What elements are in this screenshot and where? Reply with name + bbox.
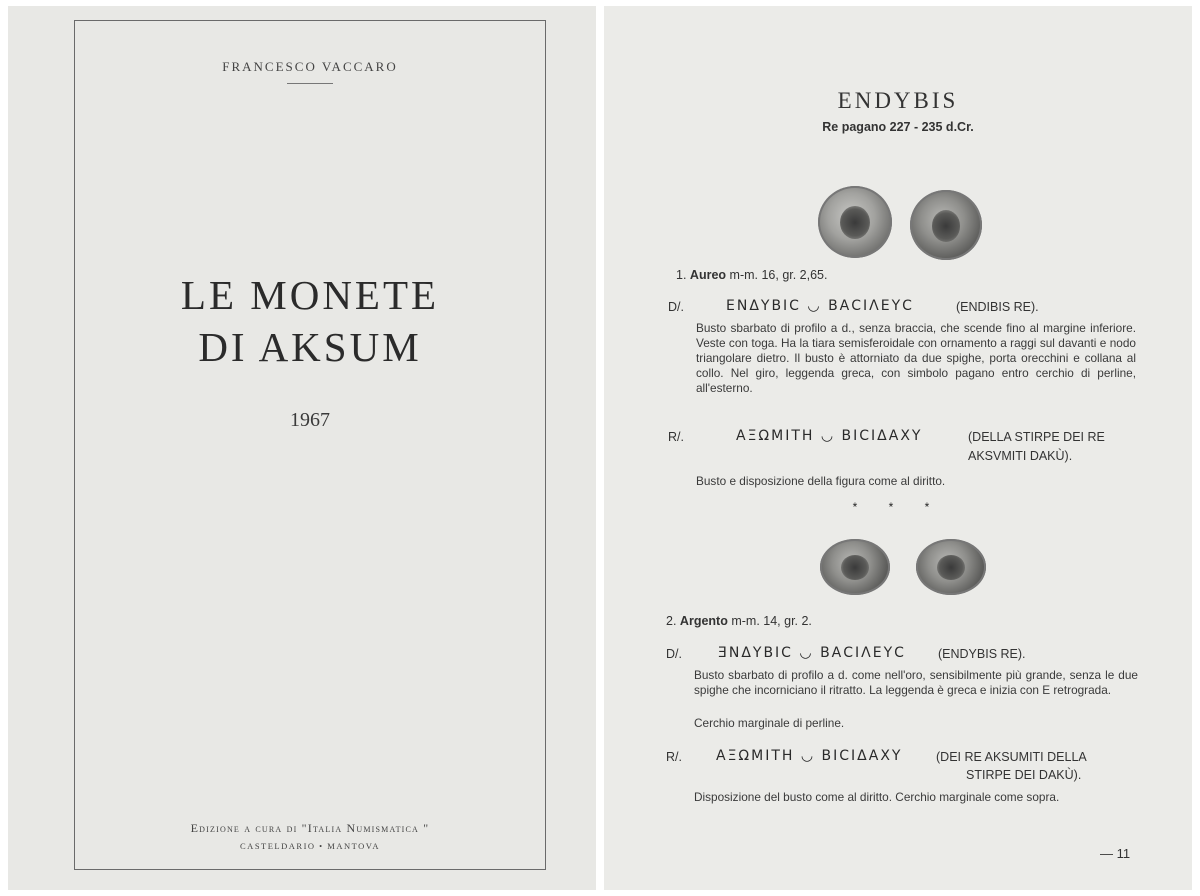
entry-2-obverse-reading: (ENDYBIS RE).	[938, 647, 1026, 661]
entry-1-reverse-reading-1: (DELLA STIRPE DEI RE	[968, 430, 1105, 444]
king-name: ENDYBIS	[837, 88, 959, 113]
coin-1-obverse-image	[818, 186, 892, 258]
title-line-1: LE MONETE	[180, 272, 440, 318]
entry-1-obverse-label: D/.	[668, 300, 684, 314]
king-subtitle: Re pagano 227 - 235 d.Cr.	[822, 120, 974, 134]
publisher-line-1: Edizione a cura di "Italia Numismatica "	[190, 821, 430, 835]
entry-2-obverse-label: D/.	[666, 647, 682, 661]
entry-1-obverse-reading: (ENDIBIS RE).	[956, 300, 1039, 314]
entry-1-metal: Aureo	[689, 268, 727, 282]
entry-2-reverse-reading-2: STIRPE DEI DAKÙ).	[966, 768, 1082, 782]
page-number: — 11	[1100, 846, 1131, 861]
author-rule	[287, 83, 333, 84]
entry-1-reverse-description: Busto e disposizione della figura come al diritto.	[696, 474, 946, 488]
entry-1-spec: m-m. 16, gr. 2,65.	[729, 268, 828, 282]
entry-2-heading	[666, 614, 812, 628]
entry-1-obverse-legend: ΕΝΔΥΒΙC ◡ ΒΑCΙΛΕΥC	[726, 298, 914, 314]
entry-2-reverse-legend: ΑΞΩΜΙΤΗ ◡ ΒΙCΙΔΑΧΥ	[716, 748, 903, 764]
author-name: FRANCESCO VACCARO	[222, 59, 398, 74]
publisher-line-2: CASTELDARIO • MANTOVA	[240, 841, 380, 851]
title-frame	[74, 20, 546, 870]
entry-2-obverse-legend: ƎΝΔΥΒΙC ◡ ΒΑCΙΛΕΥC	[718, 645, 906, 661]
entry-1-obverse-description: Busto sbarbato di profilo a d., senza braccia, che scende fino al margine inferiore. Veste con toga. Ha la tiara semisferoidale con ornamento a raggi sul davanti e nodo triangolare dietro. Il busto è attorniato da due spighe, porta orecchini e collana al collo. Nel giro, leggenda greca, con simbolo pagano entro cerchio di perline, all'esterno.	[696, 321, 1136, 395]
title-page	[8, 6, 596, 890]
entry-2-metal: Argento	[679, 614, 728, 628]
publisher-block	[75, 821, 545, 851]
content-page	[604, 6, 1192, 890]
entry-1-number: 1.	[676, 268, 687, 282]
entry-1-reverse-reading-2: AKSVMITI DAKÙ).	[968, 449, 1073, 463]
coin-2-reverse-image	[916, 539, 986, 595]
section-separator: * * *	[852, 500, 944, 514]
entry-1-reverse-legend: ΑΞΩΜΙΤΗ ◡ ΒΙCΙΔΑΧΥ	[736, 428, 923, 444]
title-line-2: DI AKSUM	[198, 324, 422, 370]
entry-1-heading	[676, 268, 828, 282]
entry-1-reverse-label: R/.	[668, 430, 684, 444]
coin-1-reverse-image	[910, 190, 982, 260]
entry-2-reverse-reading-1: (DEI RE AKSUMITI DELLA	[936, 750, 1087, 764]
entry-2-obverse-description: Busto sbarbato di profilo a d. come nell'oro, sensibilmente più grande, senza le due spighe che incorniciano il ritratto. La leggenda è greca e inizia con E retrograda.	[694, 668, 1138, 697]
entry-2-obverse-description-2: Cerchio marginale di perline.	[694, 716, 845, 730]
publication-year: 1967	[290, 409, 330, 431]
entry-2-reverse-label: R/.	[666, 750, 682, 764]
entry-2-number: 2.	[666, 614, 677, 628]
entry-2-reverse-description: Disposizione del busto come al diritto. Cerchio marginale come sopra.	[694, 790, 1060, 804]
book-title	[75, 269, 545, 373]
coin-2-obverse-image	[820, 539, 890, 595]
entry-2-spec: m-m. 14, gr. 2.	[731, 614, 812, 628]
